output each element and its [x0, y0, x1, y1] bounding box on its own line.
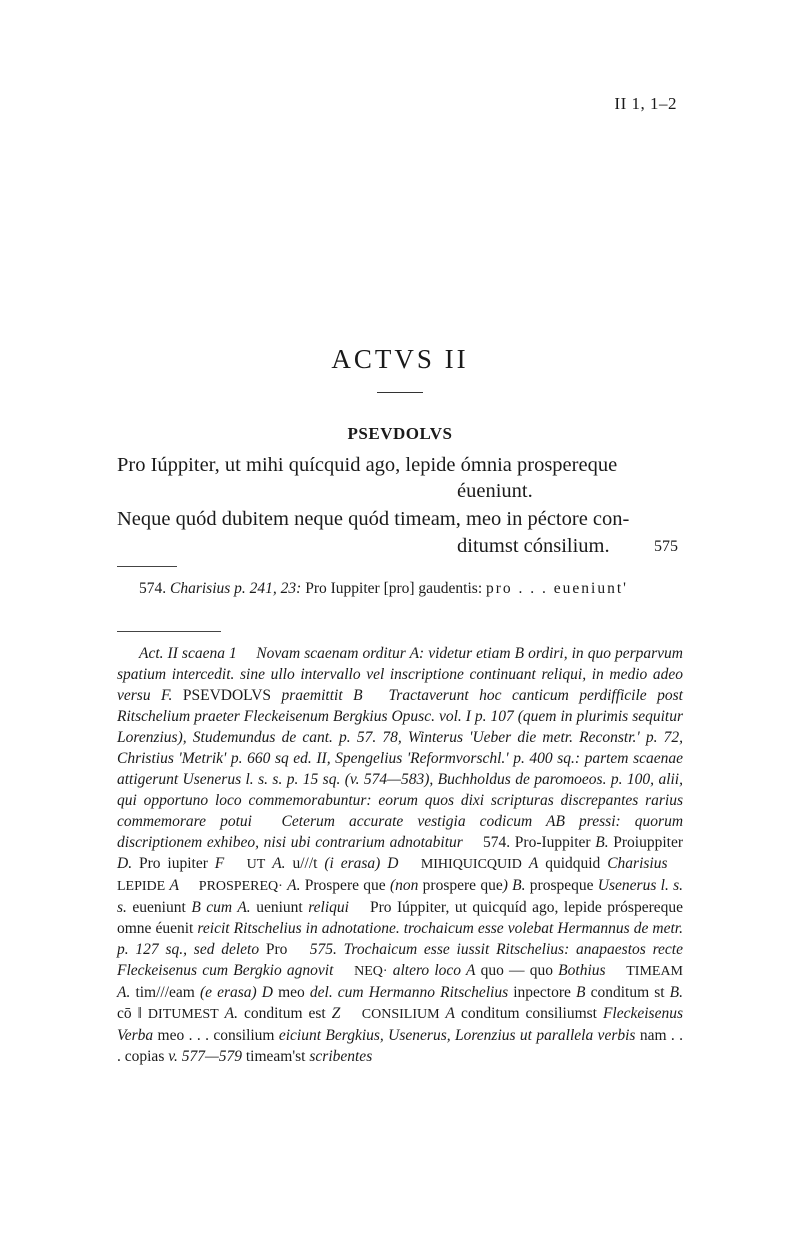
apparatus-segment: scribentes	[309, 1048, 373, 1065]
apparatus-segment: Verba	[117, 1027, 154, 1044]
apparatus-segment: A.	[272, 855, 286, 872]
verse-575-line: Neque quód dubitem neque quód timeam, meo in péctore con-	[117, 508, 630, 530]
verse-574-continuation: éueniunt.	[457, 480, 533, 502]
testimonia-quote: pro . . . eueniunt'	[486, 580, 628, 597]
testimonia-text: Pro Iuppiter [pro] gaudentis:	[301, 580, 487, 597]
apparatus-segment: meo . . . consilium	[153, 1027, 279, 1044]
apparatus-segment: inpectore	[508, 984, 577, 1001]
testimonia-rule	[117, 566, 177, 567]
apparatus-segment: Pro Iúppiter, ut quicquíd ago, lepide próspereque omne éuenit	[117, 899, 684, 937]
apparatus-segment: quo — quo	[475, 962, 559, 979]
apparatus-segment: cō ‖	[117, 1005, 148, 1022]
apparatus-segment: tim///eam	[130, 984, 200, 1001]
apparatus-segment: meo	[273, 984, 310, 1001]
apparatus-segment: conditum st	[585, 984, 670, 1001]
verse-574-line: Pro Iúppiter, ut mihi quícquid ago, lepide ómnia prospereque	[117, 454, 618, 476]
apparatus-segment: A	[445, 1005, 456, 1022]
apparatus-segment: (i erasa) D	[324, 855, 399, 872]
apparatus-rule	[117, 631, 221, 632]
apparatus-segment: Fleckeisenus	[602, 1005, 683, 1022]
apparatus-segment: Charisius	[607, 855, 668, 872]
testimonia	[117, 578, 683, 599]
act-title-rule	[377, 392, 423, 393]
apparatus-segment: timeam'st	[242, 1048, 310, 1065]
apparatus-segment: (non	[389, 877, 419, 894]
apparatus-segment: praemittit B	[281, 687, 363, 704]
apparatus-segment: reicit Ritschelius in adnotatione. trochaicum esse volebat Hermannus de metr. p. 127 sq., sed deleto	[117, 920, 683, 958]
running-head: II 1, 1–2	[614, 94, 677, 113]
apparatus-segment: reliqui	[308, 899, 349, 916]
apparatus-segment: quidquid	[538, 855, 608, 872]
apparatus-segment: D.	[117, 855, 133, 872]
testimonia-source: Charisius p. 241, 23:	[170, 580, 302, 597]
apparatus-segment: prospeque	[525, 877, 598, 894]
apparatus-segment: F	[214, 855, 225, 872]
apparatus-segment: Bothius	[558, 962, 606, 979]
apparatus-segment: Act. II scaena 1	[139, 645, 237, 662]
apparatus-segment: v. 577—579	[168, 1048, 242, 1065]
apparatus-segment: (e erasa) D	[199, 984, 273, 1001]
apparatus-segment: UT	[246, 857, 266, 872]
apparatus-segment: B.	[595, 834, 609, 851]
apparatus-segment: 574. Pro-Iuppiter	[483, 834, 596, 851]
apparatus-segment: Usenerus l. s. s.	[117, 877, 684, 916]
speaker-heading: PSEVDOLVS	[347, 424, 453, 443]
apparatus-segment: eueniunt	[126, 899, 192, 916]
apparatus-segment: A.	[224, 1005, 239, 1022]
apparatus-segment: A	[169, 877, 179, 894]
apparatus-segment: conditum consiliumst	[455, 1005, 603, 1022]
apparatus-segment: PSEVDOLVS	[172, 687, 282, 704]
verse-number: 575	[654, 538, 678, 555]
act-title: ACTVS II	[331, 344, 469, 374]
critical-apparatus	[117, 643, 683, 1067]
apparatus-segment: del. cum Hermanno Ritschelius	[309, 984, 509, 1001]
apparatus-segment: PROSPEREQ·	[198, 879, 283, 894]
apparatus-segment: prospere que	[418, 877, 503, 894]
apparatus-segment: Tractaverunt hoc canticum perdifficile post Ritschelium praeter Fleckeisenum Bergkius Opusc. vol. I p. 107 (quem in plurimis sequitur Lorenzius), Studemundus de cant. p. 57. 78, Winterus 'Ueber die metr. Reconstr.' p. 72, Christius 'Metrik' p. 660 sq ed. II, Spengelius 'Reformvorschl.' p. 400 sq.: partem scaenae attigerunt Usenerus l. s. s. p. 15 sq. (v. 574—583), Buchholdus de paromoeos. p. 100, alii, qui opportuno loco commemorabuntur: eorum quos dixi scripturas discrepantes rarius commemorare potui	[117, 687, 683, 830]
apparatus-segment: TIMEAM	[626, 964, 684, 979]
apparatus-segment: 575. Trochaicum esse iussit Ritschelius: anapaestos recte Fleckeisenus cum Bergkio agnovit	[117, 941, 683, 979]
apparatus-segment: Z	[331, 1005, 341, 1022]
apparatus-segment: B	[576, 984, 586, 1001]
apparatus-segment: Pro	[259, 941, 288, 958]
apparatus-segment: Proiuppiter	[608, 834, 683, 851]
apparatus-segment: nam . . . copias	[117, 1027, 684, 1065]
apparatus-segment: Pro iupiter	[132, 855, 215, 872]
apparatus-segment: eiciunt Bergkius, Usenerus, Lorenzius ut parallela verbis	[278, 1027, 636, 1044]
verse-575-continuation: ditumst cónsilium.	[457, 535, 610, 557]
apparatus-segment: ) B.	[502, 877, 526, 894]
apparatus-segment: A.	[117, 984, 131, 1001]
apparatus-segment: A	[528, 855, 539, 872]
apparatus-segment: DITUMEST	[147, 1007, 219, 1022]
apparatus-segment: Ceterum accurate vestigia codicum AB pressi: quorum discriptionem exhibeo, nisi ubi contrarium adnotabitur	[117, 813, 684, 851]
apparatus-segment: A.	[287, 877, 301, 894]
apparatus-segment: MIHIQUICQUID	[420, 857, 522, 872]
testimonia-number: 574.	[139, 580, 167, 597]
apparatus-segment: NEQ·	[354, 964, 388, 979]
apparatus-segment: u///t	[285, 855, 325, 872]
apparatus-segment: Novam scaenam orditur A: videtur etiam B ordiri, in quo perparvum spatium intercedit. sine ullo intervallo vel inscriptione continuant reliqui, in medio adeo versu F.	[117, 645, 683, 704]
apparatus-segment: ueniunt	[250, 899, 309, 916]
apparatus-segment: Prospere que	[300, 877, 390, 894]
apparatus-segment: CONSILIUM	[361, 1007, 440, 1022]
apparatus-segment: conditum est	[238, 1005, 332, 1022]
apparatus-segment: B.	[669, 984, 684, 1001]
apparatus-segment: altero loco A	[392, 962, 476, 979]
apparatus-segment: LEPIDE	[117, 879, 166, 894]
apparatus-segment: B cum A.	[191, 899, 251, 916]
